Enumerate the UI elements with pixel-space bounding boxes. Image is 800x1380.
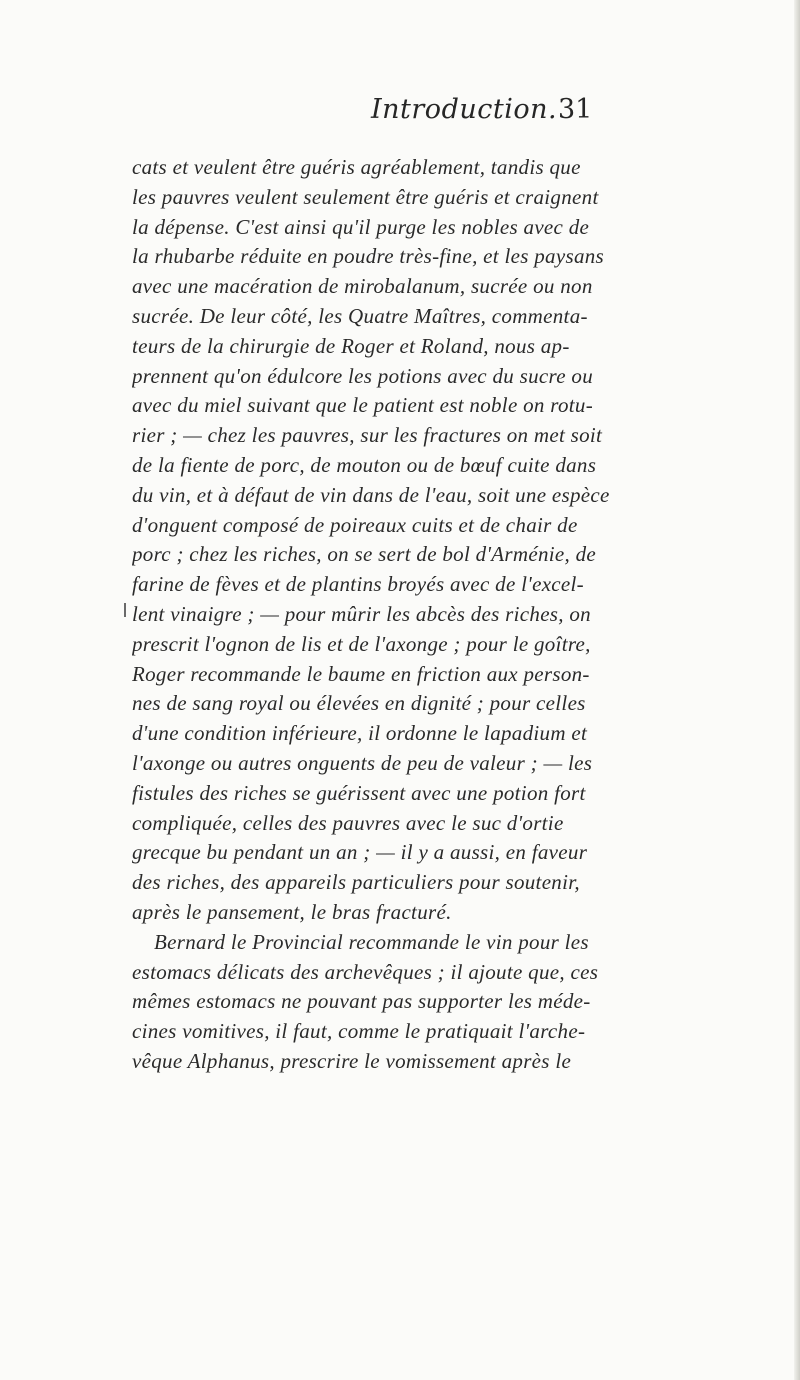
text-line: après le pansement, le bras fracturé. xyxy=(132,899,452,924)
text-line: farine de fèves et de plantins broyés avec de l'excel- xyxy=(132,572,584,597)
text-line: cines vomitives, il faut, comme le pratiquait l'arche- xyxy=(132,1019,586,1044)
text-line: l'axonge ou autres onguents de peu de valeur ; — les xyxy=(132,750,593,775)
text-line: d'une condition inférieure, il ordonne le lapadium et xyxy=(132,721,588,746)
text-line: sucrée. De leur côté, les Quatre Maîtres, commenta- xyxy=(132,303,588,328)
text-line: mêmes estomacs ne pouvant pas supporter les méde- xyxy=(132,989,591,1014)
text-line: rier ; — chez les pauvres, sur les fractures on met soit xyxy=(132,423,603,448)
text-line: vêque Alphanus, prescrire le vomissement après le xyxy=(132,1048,572,1073)
text-line: d'onguent composé de poireaux cuits et de chair de xyxy=(132,512,578,537)
text-line: grecque bu pendant un an ; — il y a aussi, en faveur xyxy=(132,840,588,865)
text-line: nes de sang royal ou élevées en dignité ; pour celles xyxy=(132,691,586,716)
text-line: des riches, des appareils particuliers pour soutenir, xyxy=(132,870,580,895)
text-line: lent vinaigre ; — pour mûrir les abcès des riches, on xyxy=(132,601,591,626)
text-line: les pauvres veulent seulement être guéris et craignent xyxy=(132,184,599,209)
text-line: de la fiente de porc, de mouton ou de bœuf cuite dans xyxy=(132,452,597,477)
running-header xyxy=(371,94,593,134)
text-line: du vin, et à défaut de vin dans de l'eau, soit une espèce xyxy=(132,482,610,507)
text-line: prennent qu'on édulcore les potions avec du sucre ou xyxy=(132,363,593,388)
text-line: porc ; chez les riches, on se sert de bol d'Arménie, de xyxy=(132,542,597,567)
text-line: avec une macération de mirobalanum, sucrée ou non xyxy=(132,274,593,299)
text-line: Bernard le Provincial recommande le vin pour les xyxy=(154,929,589,954)
margin-mark xyxy=(124,603,126,617)
text-line: Roger recommande le baume en friction aux person- xyxy=(132,661,590,686)
text-line: cats et veulent être guéris agréablement, tandis que xyxy=(132,155,581,179)
text-line: prescrit l'ognon de lis et de l'axonge ; pour le goître, xyxy=(132,631,591,656)
running-title: Introduction. xyxy=(371,94,558,125)
body-text xyxy=(132,153,672,1077)
page-number: 31 xyxy=(558,94,593,125)
text-line: la dépense. C'est ainsi qu'il purge les nobles avec de xyxy=(132,214,590,239)
text-line: compliquée, celles des pauvres avec le suc d'ortie xyxy=(132,810,564,835)
text-line: estomacs délicats des archevêques ; il ajoute que, ces xyxy=(132,959,599,984)
text-line: avec du miel suivant que le patient est noble on rotu- xyxy=(132,393,593,418)
page-edge xyxy=(794,0,800,1380)
text-line: fistules des riches se guérissent avec une potion fort xyxy=(132,780,586,805)
text-line: la rhubarbe réduite en poudre très-fine, et les paysans xyxy=(132,244,605,269)
text-line: teurs de la chirurgie de Roger et Roland, nous ap- xyxy=(132,333,570,358)
